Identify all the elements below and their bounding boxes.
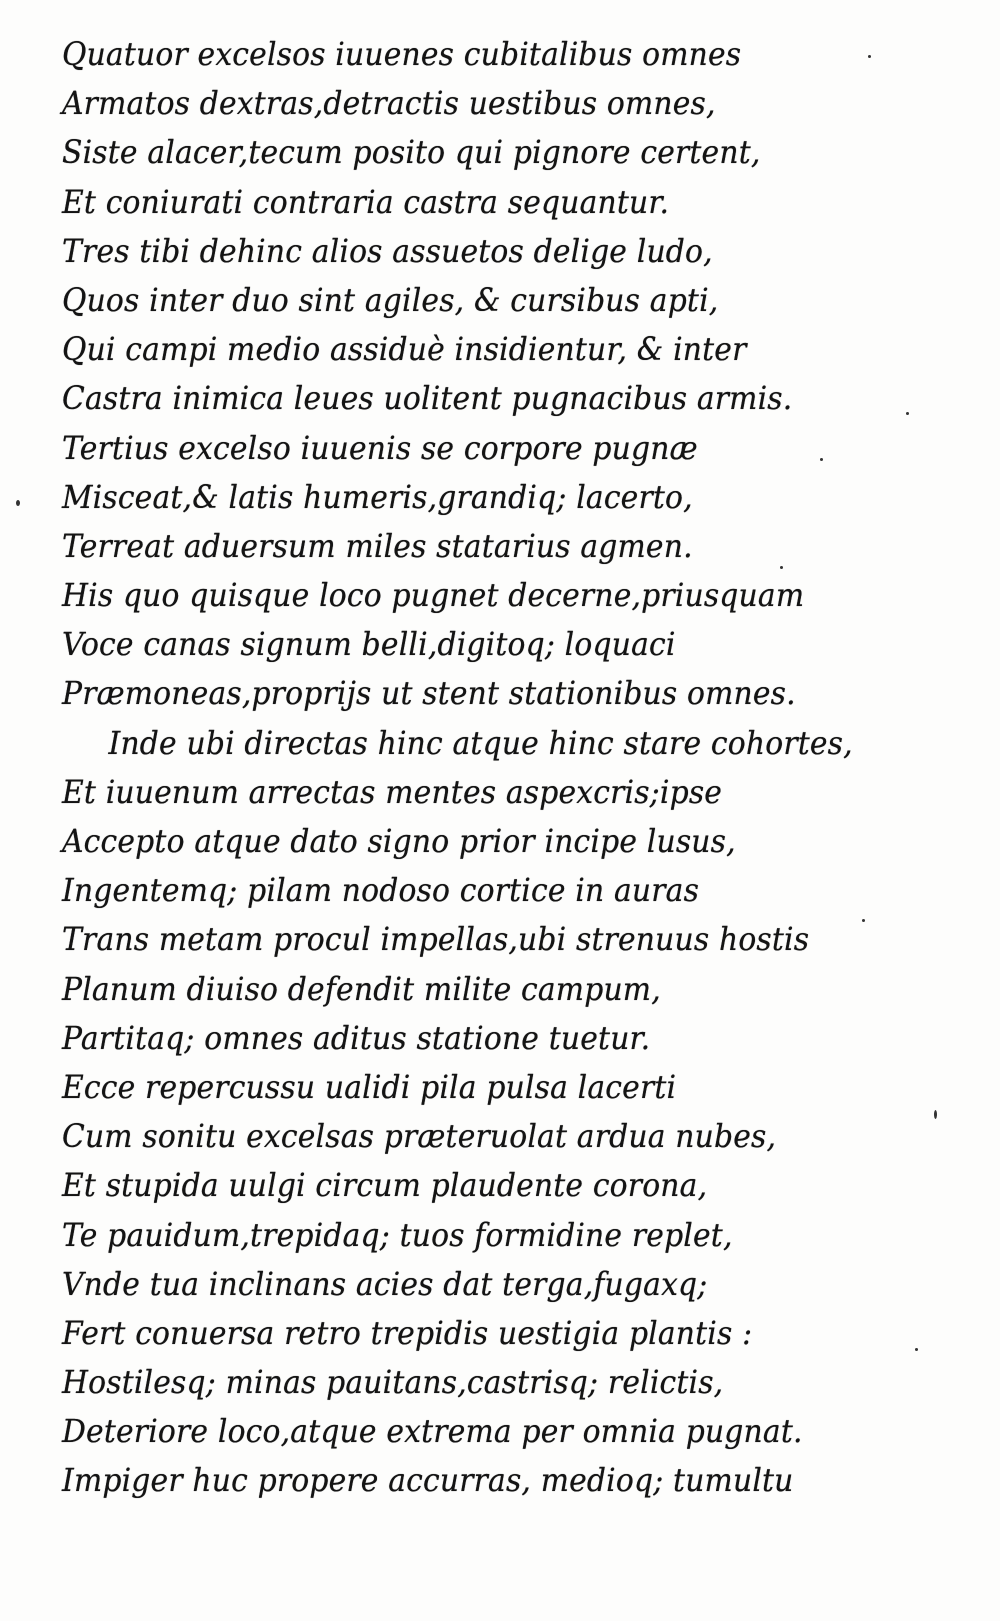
verse-line: Quatuor excelsos iuuenes cubitalibus omnes	[62, 35, 742, 73]
verse-line-indented: Inde ubi directas hinc atque hinc stare cohortes,	[108, 723, 853, 762]
verse-line: Armatos dextras,detractis uestibus omnes,	[62, 84, 716, 123]
verse-line: Terreat aduersum miles statarius agmen.	[62, 526, 693, 565]
verse-line: Ingentemq; pilam nodoso cortice in auras	[62, 871, 700, 910]
verse-line: Qui campi medio assiduè insidientur, & inter	[62, 330, 747, 369]
verse-line: Deteriore loco,atque extrema per omnia pugnat.	[62, 1412, 803, 1451]
verse-line: Planum diuiso defendit milite campum,	[62, 969, 661, 1008]
verse-line: Impiger huc propere accurras, medioq; tumultu	[62, 1461, 794, 1500]
verse-text-block	[62, 30, 942, 1506]
scan-speck	[16, 500, 20, 506]
verse-line: Tres tibi dehinc alios assuetos delige ludo,	[62, 231, 713, 270]
scan-speck	[780, 566, 783, 569]
scan-speck	[820, 458, 823, 461]
scan-speck	[934, 1110, 937, 1119]
scan-speck	[868, 55, 871, 58]
verse-line: Trans metam procul impellas,ubi strenuus hostis	[62, 920, 810, 959]
scan-speck	[915, 1348, 918, 1351]
verse-line: Et stupida uulgi circum plaudente corona,	[62, 1166, 708, 1205]
scan-speck	[862, 919, 865, 922]
verse-line: Hostilesq; minas pauitans,castrisq; relictis,	[62, 1363, 724, 1402]
verse-line: His quo quisque loco pugnet decerne,priusquam	[62, 576, 805, 615]
verse-line: Castra inimica leues uolitent pugnacibus armis.	[62, 379, 793, 418]
verse-line: Partitaq; omnes aditus statione tuetur.	[62, 1018, 651, 1057]
verse-line: Et iuuenum arrectas mentes aspexcris;ipse	[62, 772, 723, 811]
verse-line: Vnde tua inclinans acies dat terga,fugaxq;	[62, 1264, 708, 1303]
verse-line: Quos inter duo sint agiles, & cursibus apti,	[62, 280, 719, 319]
verse-line: Voce canas signum belli,digitoq; loquaci	[62, 625, 676, 664]
verse-line: Te pauidum,trepidaq; tuos formidine replet,	[62, 1215, 733, 1254]
verse-line: Cum sonitu excelsas præteruolat ardua nubes,	[62, 1117, 777, 1156]
verse-line: Præmoneas,proprijs ut stent stationibus omnes.	[62, 674, 796, 713]
verse-line: Misceat,& latis humeris,grandiq; lacerto,	[62, 477, 693, 516]
verse-line: Accepto atque dato signo prior incipe lusus,	[62, 822, 736, 860]
verse-line: Tertius excelso iuuenis se corpore pugnæ	[62, 428, 698, 467]
verse-line: Siste alacer,tecum posito qui pignore certent,	[62, 133, 761, 172]
verse-line: Ecce repercussu ualidi pila pulsa lacerti	[62, 1067, 677, 1106]
scan-speck	[906, 412, 909, 415]
verse-line: Fert conuersa retro trepidis uestigia plantis :	[62, 1313, 753, 1352]
verse-line: Et coniurati contraria castra sequantur.	[62, 182, 670, 221]
